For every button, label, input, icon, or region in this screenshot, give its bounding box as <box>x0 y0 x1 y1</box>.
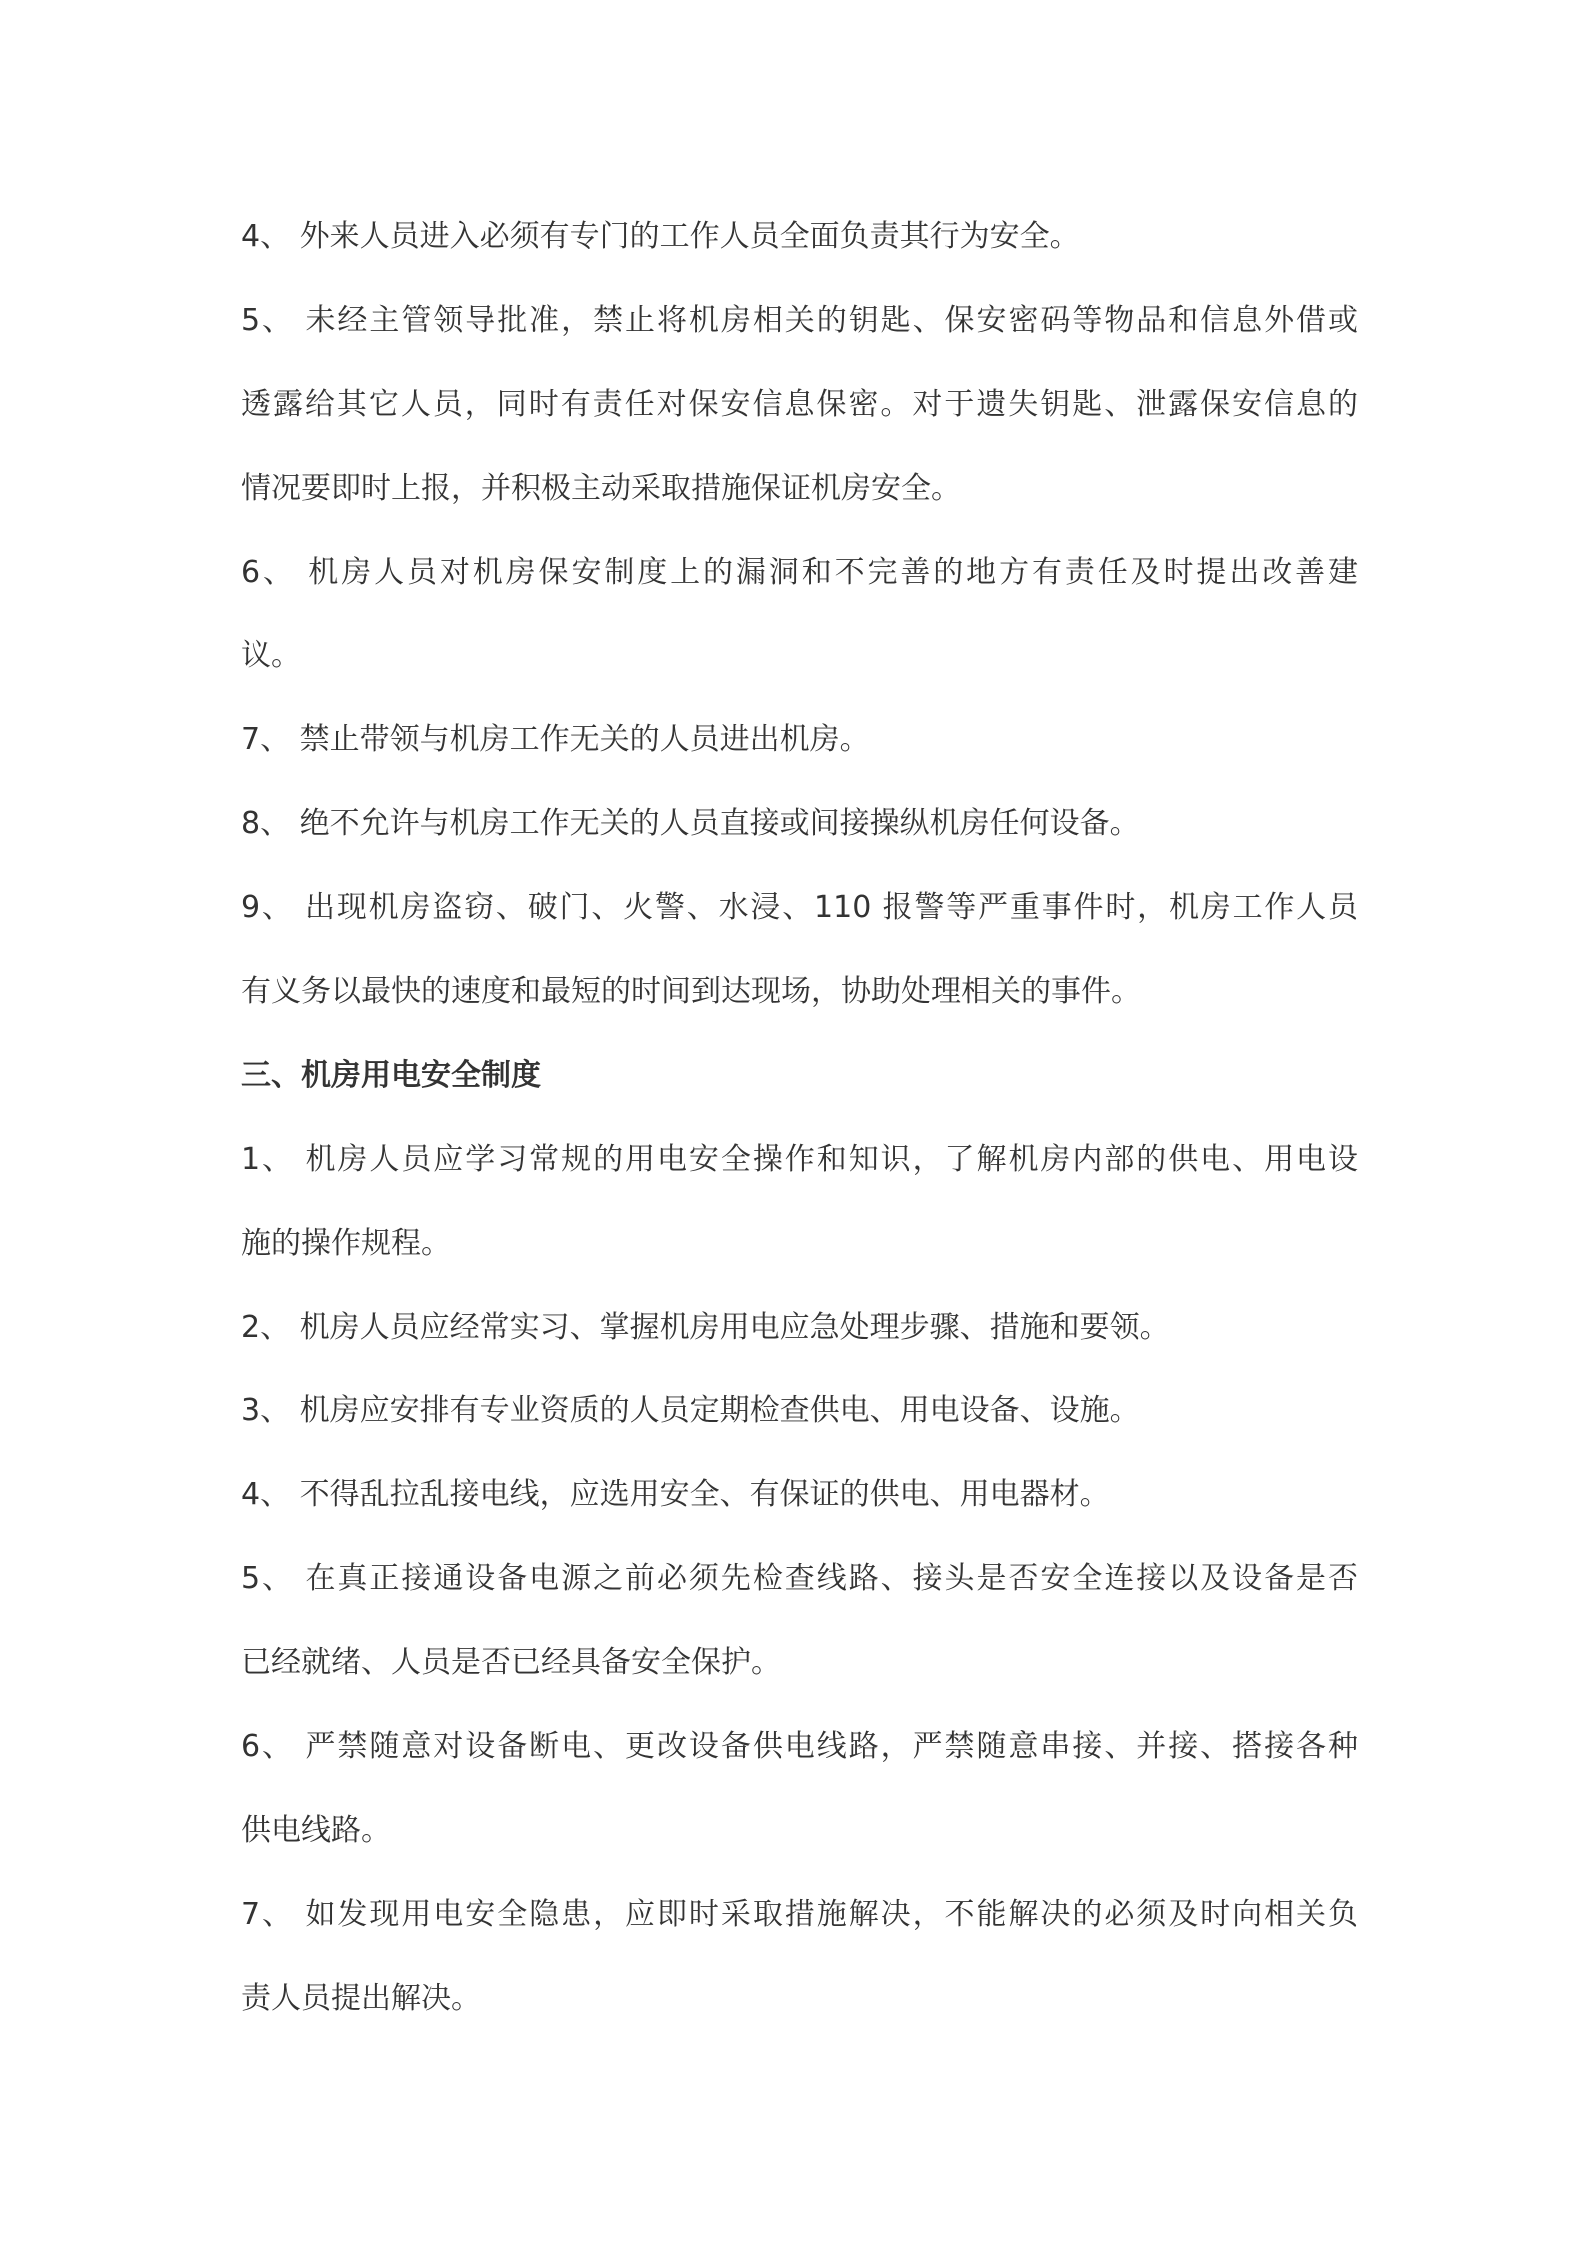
paragraph-line: 1、 机房人员应学习常规的用电安全操作和知识，了解机房内部的供电、用电设 <box>241 1141 1358 1177</box>
paragraph-line: 5、 在真正接通设备电源之前必须先检查线路、接头是否安全连接以及设备是否 <box>241 1561 1358 1597</box>
paragraph-line: 3、 机房应安排有专业资质的人员定期检查供电、用电设备、设施。 <box>241 1393 1140 1429</box>
paragraph-line: 2、 机房人员应经常实习、掌握机房用电应急处理步骤、措施和要领。 <box>241 1309 1170 1345</box>
list-item <box>241 531 1358 699</box>
paragraph-line: 5、 未经主管领导批准，禁止将机房相关的钥匙、保安密码等物品和信息外借或 <box>241 302 1358 338</box>
paragraph-line: 6、 机房人员对机房保安制度上的漏洞和不完善的地方有责任及时提出改善建 <box>241 554 1358 590</box>
list-item <box>241 866 1358 1034</box>
list-item <box>241 1286 1358 1370</box>
section-three-heading: 三、机房用电安全制度 <box>241 1057 541 1093</box>
list-item <box>241 1873 1358 2041</box>
paragraph-line: 9、 出现机房盗窃、破门、火警、水浸、110 报警等严重事件时，机房工作人员 <box>241 890 1358 926</box>
paragraph-line: 8、 绝不允许与机房工作无关的人员直接或间接操纵机房任何设备。 <box>241 806 1140 842</box>
paragraph-line: 4、 不得乱拉乱接电线，应选用安全、有保证的供电、用电器材。 <box>241 1477 1110 1513</box>
list-item <box>241 1453 1358 1537</box>
paragraph-line: 情况要即时上报，并积极主动采取措施保证机房安全。 <box>241 470 961 506</box>
list-item <box>241 782 1358 866</box>
paragraph-line: 6、 严禁随意对设备断电、更改设备供电线路，严禁随意串接、并接、搭接各种 <box>241 1729 1358 1765</box>
paragraph-line: 供电线路。 <box>241 1812 391 1848</box>
section-two-items <box>241 195 1358 1034</box>
list-item <box>241 1537 1358 1705</box>
paragraph-line: 施的操作规程。 <box>241 1225 451 1261</box>
document-page <box>241 195 1358 2041</box>
list-item <box>241 195 1358 279</box>
paragraph-line: 已经就绪、人员是否已经具备安全保护。 <box>241 1645 781 1681</box>
list-item <box>241 1705 1358 1873</box>
paragraph-line: 7、 如发现用电安全隐患，应即时采取措施解决，不能解决的必须及时向相关负 <box>241 1896 1358 1932</box>
section-three-items <box>241 1118 1358 2041</box>
paragraph-line: 7、 禁止带领与机房工作无关的人员进出机房。 <box>241 722 870 758</box>
paragraph-line: 透露给其它人员，同时有责任对保安信息保密。对于遗失钥匙、泄露保安信息的 <box>241 386 1358 422</box>
paragraph-line: 议。 <box>241 638 301 674</box>
paragraph-line: 责人员提出解决。 <box>241 1980 481 2016</box>
list-item <box>241 1369 1358 1453</box>
paragraph-line: 有义务以最快的速度和最短的时间到达现场，协助处理相关的事件。 <box>241 974 1141 1010</box>
paragraph-line: 4、 外来人员进入必须有专门的工作人员全面负责其行为安全。 <box>241 219 1080 254</box>
list-item <box>241 1118 1358 1286</box>
list-item <box>241 698 1358 782</box>
list-item <box>241 279 1358 531</box>
